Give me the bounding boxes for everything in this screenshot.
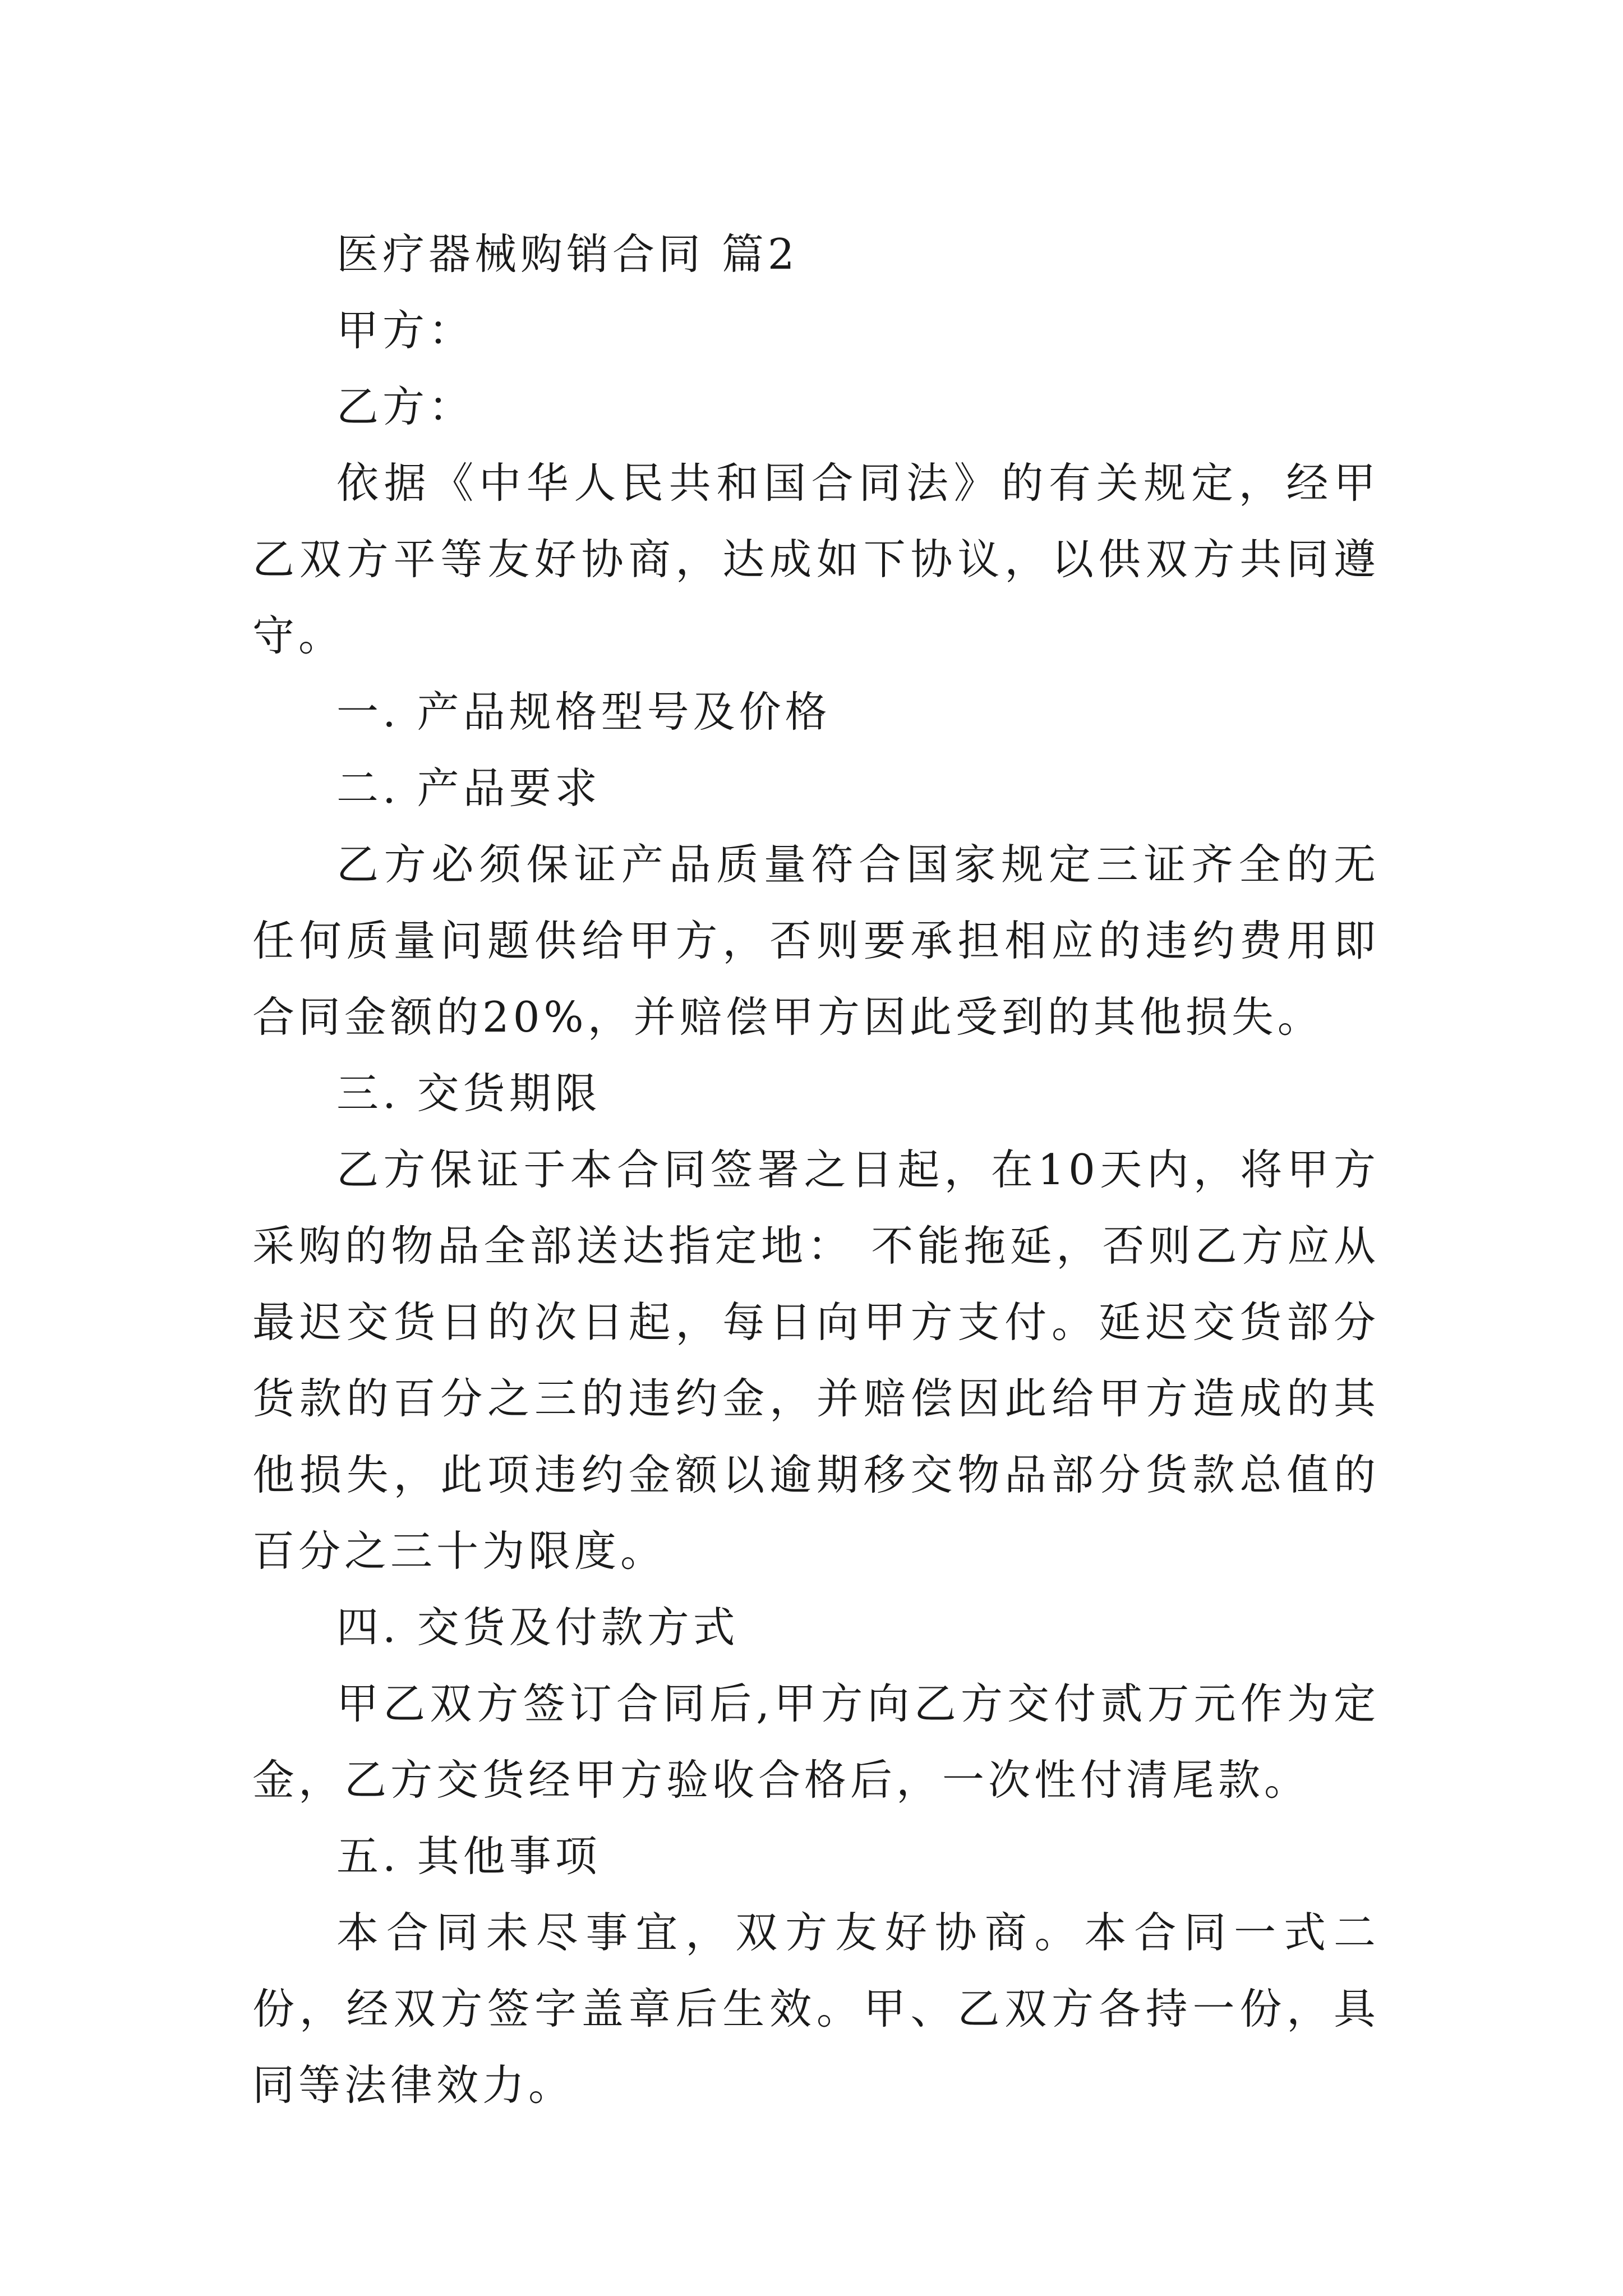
intro-paragraph: 依据《中华人民共和国合同法》的有关规定，经甲乙双方平等友好协商，达成如下协议，以供双方共同遵守。: [252, 458, 1380, 660]
section-5-body: 本合同未尽事宜，双方友好协商。本合同一式二份，经双方签字盖章后生效。甲、乙双方各持一份，具同等法律效力。: [252, 1908, 1380, 2110]
section-4-body: 甲乙双方签订合同后,甲方向乙方交付贰万元作为定金，乙方交货经甲方验收合格后，一次性付清尾款。: [252, 1679, 1380, 1805]
section-4-heading: 四. 交货及付款方式: [336, 1603, 739, 1652]
document-body: [252, 216, 1380, 2123]
section-3-body: 乙方保证于本合同签署之日起，在10天内，将甲方采购的物品全部送达指定地： 不能拖延，否则乙方应从最迟交货日的次日起，每日向甲方支付。延迟交货部分货款的百分之三的违约金，并赔偿因此给甲方造成的其他损失，此项违约金额以逾期移交物品部分货款总值的百分之三十为限度。: [252, 1145, 1380, 1576]
section-5-heading: 五. 其他事项: [336, 1832, 601, 1881]
section-1-heading: 一. 产品规格型号及价格: [336, 687, 831, 737]
section-2-heading: 二. 产品要求: [336, 763, 601, 813]
party-a-line: 甲方：: [336, 306, 475, 355]
section-2-body: 乙方必须保证产品质量符合国家规定三证齐全的无任何质量问题供给甲方，否则要承担相应的违约费用即合同金额的20%，并赔偿甲方因此受到的其他损失。: [252, 840, 1380, 1042]
section-3-heading: 三. 交货期限: [336, 1069, 601, 1118]
party-b-line: 乙方：: [336, 382, 475, 431]
document-title: 医疗器械购销合同 篇2: [336, 229, 799, 279]
